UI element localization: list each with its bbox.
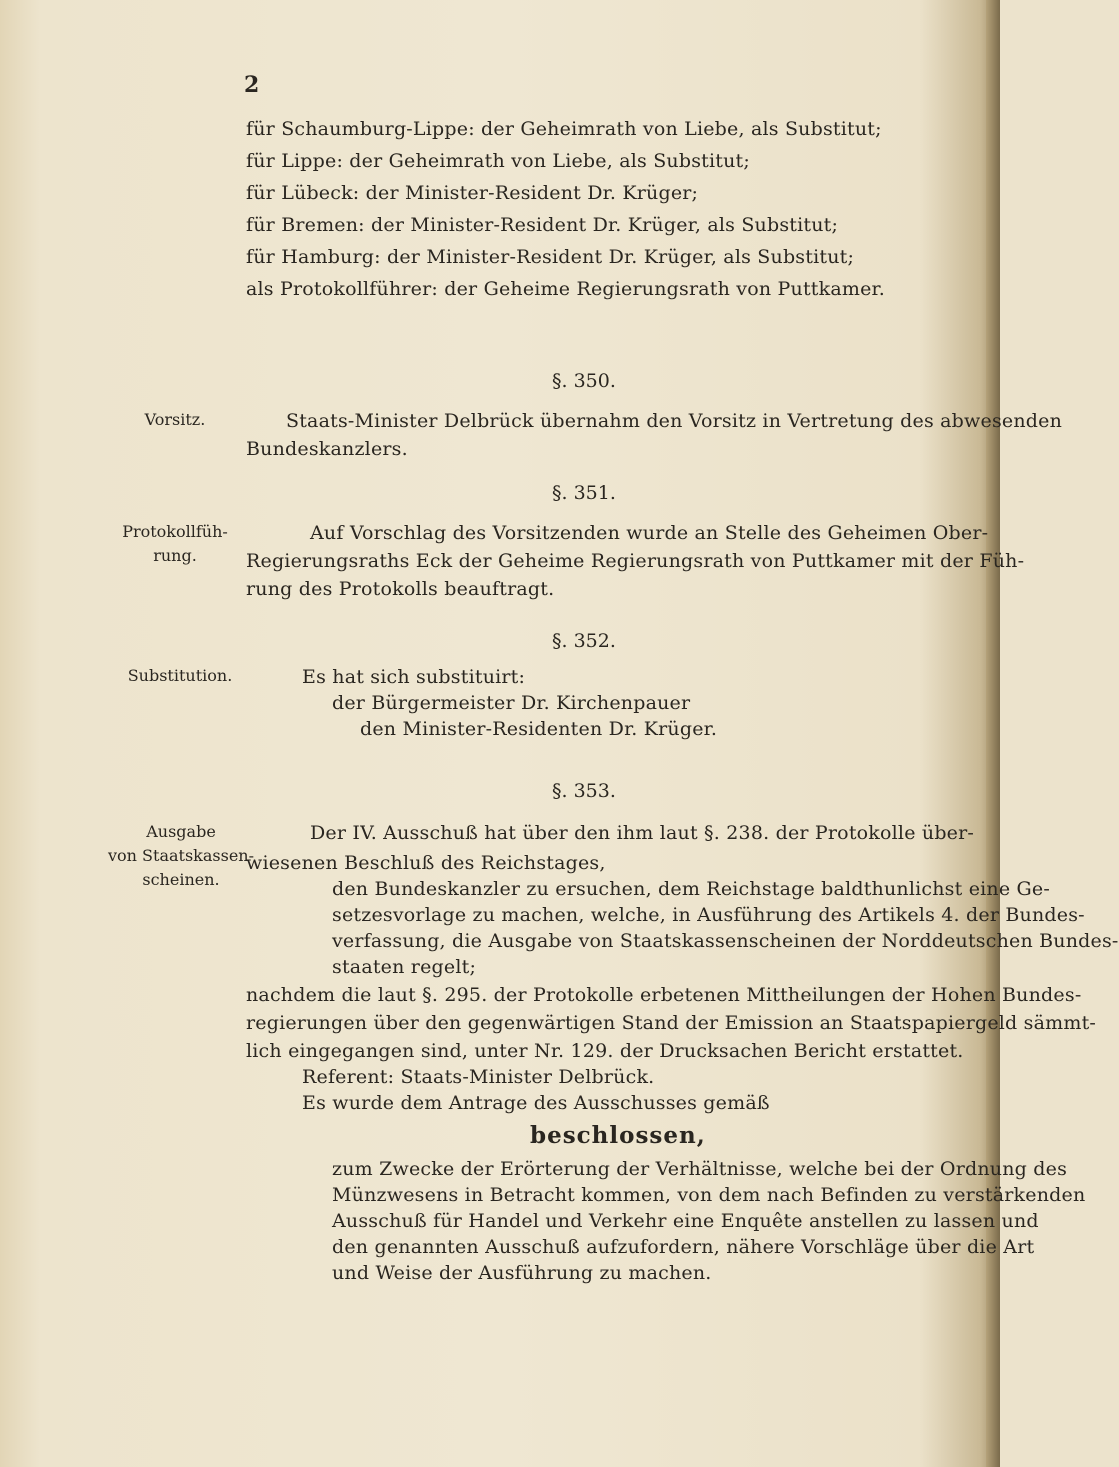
margin-note-line: Protokollfüh- [122, 522, 228, 541]
header-line: für Hamburg: der Minister-Resident Dr. Krüger, als Substitut; [246, 246, 855, 268]
paragraph-line: der Bürgermeister Dr. Kirchenpauer [332, 692, 691, 714]
header-line: für Lübeck: der Minister-Resident Dr. Krüger; [246, 182, 699, 204]
section-number-350: §. 350. [552, 370, 616, 392]
paragraph-line: verfassung, die Ausgabe von Staatskassenscheinen der Norddeutschen Bundes- [332, 930, 1119, 952]
paragraph-line: Ausschuß für Handel und Verkehr eine Enquête anstellen zu lassen und [332, 1210, 1039, 1232]
paragraph-line: den Minister-Residenten Dr. Krüger. [360, 718, 718, 740]
margin-note-line: Ausgabe [146, 822, 216, 841]
paragraph-line: Auf Vorschlag des Vorsitzenden wurde an Stelle des Geheimen Ober- [310, 522, 989, 544]
resolution-intro: Es wurde dem Antrage des Ausschusses gemäß [302, 1092, 770, 1114]
resolution-heading: beschlossen, [530, 1122, 706, 1149]
paragraph-line: nachdem die laut §. 295. der Protokolle erbetenen Mittheilungen der Hohen Bundes- [246, 984, 1082, 1006]
header-line: für Lippe: der Geheimrath von Liebe, als Substitut; [246, 150, 750, 172]
paragraph-line: Der IV. Ausschuß hat über den ihm laut §. 238. der Protokolle über- [310, 822, 975, 844]
paragraph-line: Es hat sich substituirt: [302, 666, 526, 688]
page-number: 2 [244, 72, 260, 98]
paragraph-line: Bundeskanzlers. [246, 438, 408, 460]
section-number-353: §. 353. [552, 780, 616, 802]
paragraph-line: Regierungsraths Eck der Geheime Regierungsrath von Puttkamer mit der Füh- [246, 550, 1025, 572]
paragraph-line: Staats-Minister Delbrück übernahm den Vorsitz in Vertretung des abwesenden [286, 410, 1063, 432]
header-line: als Protokollführer: der Geheime Regierungsrath von Puttkamer. [246, 278, 885, 300]
paragraph-line: lich eingegangen sind, unter Nr. 129. der Drucksachen Bericht erstattet. [246, 1040, 964, 1062]
margin-note-line: scheinen. [142, 870, 220, 889]
margin-note-line: von Staatskassen- [107, 846, 254, 865]
margin-note-351 [110, 520, 240, 568]
paragraph-line: wiesenen Beschluß des Reichstages, [246, 852, 606, 874]
section-number-352: §. 352. [552, 630, 616, 652]
referent-line: Referent: Staats-Minister Delbrück. [302, 1066, 655, 1088]
margin-note-352: Substitution. [127, 666, 233, 685]
paragraph-line: Münzwesens in Betracht kommen, von dem nach Befinden zu verstärkenden [332, 1184, 1086, 1206]
paragraph-line: den Bundeskanzler zu ersuchen, dem Reichstage baldthunlichst eine Ge- [332, 878, 1050, 900]
margin-note-353 [96, 820, 266, 892]
paragraph-line: den genannten Ausschuß aufzufordern, nähere Vorschläge über die Art [332, 1236, 1035, 1258]
paragraph-line: regierungen über den gegenwärtigen Stand der Emission an Staatspapiergeld sämmt- [246, 1012, 1097, 1034]
header-line: für Bremen: der Minister-Resident Dr. Krüger, als Substitut; [246, 214, 839, 236]
header-line: für Schaumburg-Lippe: der Geheimrath von Liebe, als Substitut; [246, 118, 882, 140]
paragraph-line: und Weise der Ausführung zu machen. [332, 1262, 712, 1284]
paragraph-line: rung des Protokolls beauftragt. [246, 578, 555, 600]
margin-note-line: rung. [153, 546, 197, 565]
paragraph-line: staaten regelt; [332, 956, 477, 978]
margin-note-350: Vorsitz. [144, 410, 206, 429]
paragraph-line: setzesvorlage zu machen, welche, in Ausführung des Artikels 4. der Bundes- [332, 904, 1085, 926]
paragraph-line: zum Zwecke der Erörterung der Verhältnisse, welche bei der Ordnung des [332, 1158, 1068, 1180]
section-number-351: §. 351. [552, 482, 616, 504]
